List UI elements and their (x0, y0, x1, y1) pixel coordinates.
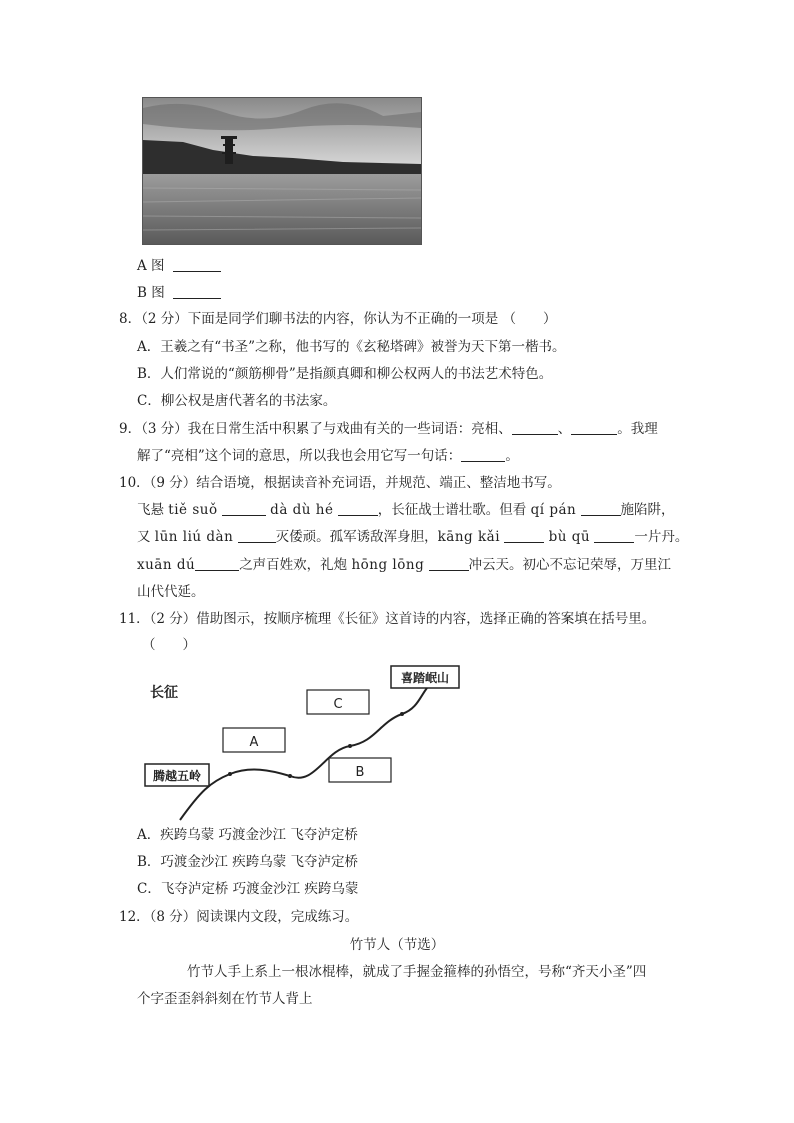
q11-answer-paren[interactable]: （ ） (142, 637, 196, 653)
box-a-label: A (249, 735, 259, 750)
q7-b-line (137, 283, 221, 303)
q10-l1-text-d: 施陷阱， (620, 502, 675, 518)
long-march-diagram (140, 662, 470, 822)
q10-blank-1[interactable] (222, 501, 266, 516)
q9-sep: 、 (557, 421, 572, 437)
q9-blank-3[interactable] (461, 447, 505, 462)
q10-blank-5[interactable] (504, 528, 544, 543)
long-march-diagram-svg (140, 662, 470, 822)
q9-blank-2[interactable] (571, 420, 617, 435)
q7-a-blank[interactable] (173, 257, 221, 272)
q9-line1-text: 9．（3 分）我在日常生活中积累了与戏曲有关的一些词语：亮相、 (119, 421, 512, 437)
q10-blank-7[interactable] (195, 556, 239, 571)
start-label: 腾越五岭 (152, 769, 202, 783)
q10-pinyin-buqu: bù qū (548, 529, 591, 545)
q10-line4: 山代代延。 (137, 584, 205, 600)
q11-option-a[interactable]: A．疾跨乌蒙 巧渡金沙江 飞夺泸定桥 (137, 827, 358, 843)
box-c-label: C (333, 697, 343, 712)
q10-l1-text-a: 飞悬 (137, 502, 169, 518)
q12-passage-line1: 竹节人手上系上一根冰棍棒，就成了手握金箍棒的孙悟空，号称“齐天小圣”四 (187, 964, 647, 980)
q7-a-line (137, 256, 221, 276)
q10-blank-2[interactable] (338, 501, 378, 516)
q10-l2-text-a: 又 (137, 529, 155, 545)
q8-option-b[interactable]: B．人们常说的“颜筋柳骨”是指颜真卿和柳公权两人的书法艺术特色。 (137, 366, 553, 382)
q10-blank-8[interactable] (429, 556, 469, 571)
q10-pinyin-qipan: qí pán (530, 502, 577, 518)
q10-pinyin-kangkai: kāng kǎi (437, 529, 501, 545)
end-label: 喜踏岷山 (400, 671, 450, 685)
q9-line2-end: 。 (505, 448, 519, 464)
q10-l1-text-c: ，长征战士谱壮歌。但看 (377, 502, 531, 518)
q11-stem: 11．（2 分）借助图示，按顺序梳理《长征》这首诗的内容，选择正确的答案填在括号里。 (119, 611, 656, 627)
q9-line1 (119, 419, 658, 439)
q10-line2 (137, 527, 688, 547)
q9-blank-1[interactable] (512, 420, 558, 435)
q8-option-a[interactable]: A．王羲之有“书圣”之称，他书写的《玄秘塔碑》被誉为天下第一楷书。 (137, 339, 566, 355)
q10-line3 (137, 555, 671, 575)
q10-pinyin-xuandu: xuān dú (137, 557, 196, 573)
q12-passage-line2: 个字歪歪斜斜刻在竹节人背上 (137, 991, 313, 1007)
q10-blank-4[interactable] (238, 528, 276, 543)
q12-stem: 12．（8 分）阅读课内文段，完成练习。 (119, 909, 359, 925)
q10-line1 (137, 500, 675, 520)
q9-line2 (137, 446, 519, 466)
q9-line1-end: 。我理 (617, 421, 658, 437)
diagram-title: 长征 (150, 685, 178, 701)
q9-line2-text: 解了“亮相”这个词的意思，所以我也会用它写一句话： (137, 448, 462, 464)
q10-pinyin-lunliudan: lūn liú dàn (154, 529, 234, 545)
q10-stem: 10．（9 分）结合语境，根据读音补充词语，并规范、端正、整洁地书写。 (119, 475, 561, 491)
q10-blank-3[interactable] (581, 501, 621, 516)
q10-l3-text-a: 之声百姓欢，礼炮 (239, 557, 352, 573)
lakeside-pagoda-photo (142, 97, 422, 245)
q7-a-label: A 图 (137, 258, 165, 274)
q10-pinyin-tiesuo: tiě suǒ (168, 502, 218, 518)
photo-image (143, 98, 421, 244)
q7-b-label: B 图 (137, 285, 165, 301)
q10-pinyin-honglong: hōng lōng (351, 557, 425, 573)
box-b-label: B (355, 765, 365, 780)
q10-blank-6[interactable] (594, 528, 634, 543)
q10-pinyin-dadu: dà dù hé (270, 502, 334, 518)
q10-l2-text-b: 灭倭顽。孤军诱敌浑身胆， (275, 529, 438, 545)
q11-option-b[interactable]: B．巧渡金沙江 疾跨乌蒙 飞夺泸定桥 (137, 854, 359, 870)
q10-l3-text-b: 冲云天。初心不忘记荣辱，万里江 (468, 557, 672, 573)
q8-stem: 8．（2 分）下面是同学们聊书法的内容，你认为不正确的一项是 （ ） (119, 311, 557, 327)
q8-option-c[interactable]: C．柳公权是唐代著名的书法家。 (137, 393, 337, 409)
q7-b-blank[interactable] (173, 284, 221, 299)
q10-l2-text-d: 一片丹。 (634, 529, 689, 545)
q11-option-c[interactable]: C．飞夺泸定桥 巧渡金沙江 疾跨乌蒙 (137, 881, 359, 897)
q12-passage-title: 竹节人（节选） (349, 937, 445, 953)
